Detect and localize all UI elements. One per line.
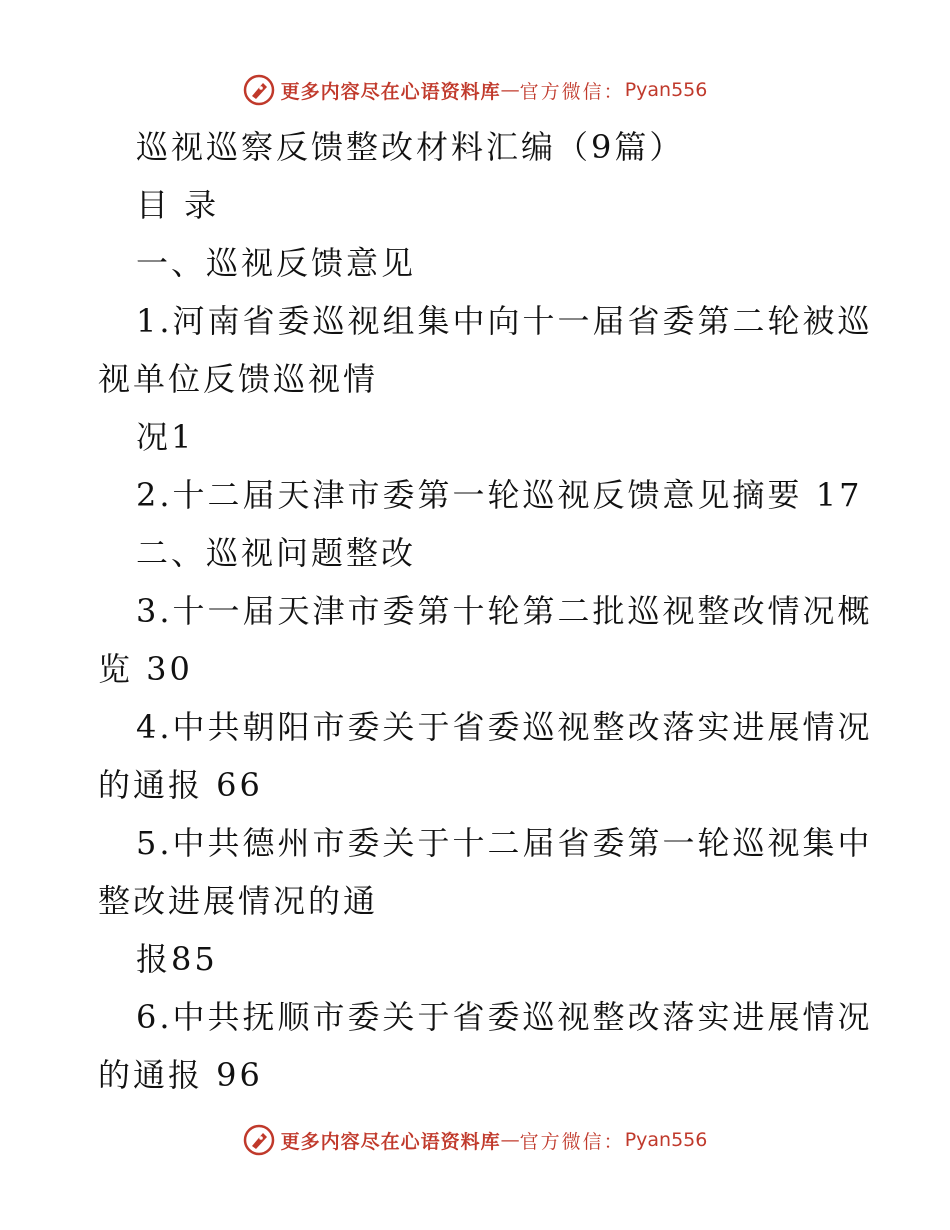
wechat-id: Pyan556 xyxy=(624,79,708,101)
banner-separator: — xyxy=(500,79,520,101)
wechat-id: Pyan556 xyxy=(624,1129,708,1151)
site-name: 更多内容尽在心语资料库 xyxy=(280,80,501,103)
toc-entry: 6.中共抚顺市委关于省委巡视整改落实进展情况 xyxy=(136,998,873,1036)
toc-entry-continued: 览 30 xyxy=(98,650,193,688)
toc-section: 二、巡视问题整改 xyxy=(136,534,417,572)
toc-entry-continued: 整改进展情况的通 xyxy=(98,882,379,920)
pen-nib-logo-icon xyxy=(243,1124,275,1156)
header-banner xyxy=(0,70,950,110)
wechat-label: 官方微信： xyxy=(519,1130,625,1153)
toc-entry: 4.中共朝阳市委关于省委巡视整改落实进展情况 xyxy=(136,708,873,746)
wechat-label: 官方微信： xyxy=(519,80,625,103)
toc-entry: 2.十二届天津市委第一轮巡视反馈意见摘要 17 xyxy=(136,476,863,514)
pen-nib-logo-icon xyxy=(243,74,275,106)
site-name: 更多内容尽在心语资料库 xyxy=(280,1130,501,1153)
toc-heading: 目 录 xyxy=(136,186,220,224)
toc-entry-continued: 况1 xyxy=(136,418,195,456)
toc-entry-continued: 的通报 66 xyxy=(98,766,263,804)
document-body xyxy=(98,118,873,1104)
toc-entry-continued: 视单位反馈巡视情 xyxy=(98,360,379,398)
footer-banner xyxy=(0,1120,950,1160)
document-title: 巡视巡察反馈整改材料汇编（9篇） xyxy=(136,128,685,166)
toc-entry-continued: 报85 xyxy=(136,940,218,978)
toc-entry: 3.十一届天津市委第十轮第二批巡视整改情况概 xyxy=(136,592,873,630)
toc-entry: 1.河南省委巡视组集中向十一届省委第二轮被巡 xyxy=(136,302,873,340)
toc-entry-continued: 的通报 96 xyxy=(98,1056,263,1094)
toc-section: 一、巡视反馈意见 xyxy=(136,244,417,282)
banner-separator: — xyxy=(500,1129,520,1151)
toc-entry: 5.中共德州市委关于十二届省委第一轮巡视集中 xyxy=(136,824,873,862)
